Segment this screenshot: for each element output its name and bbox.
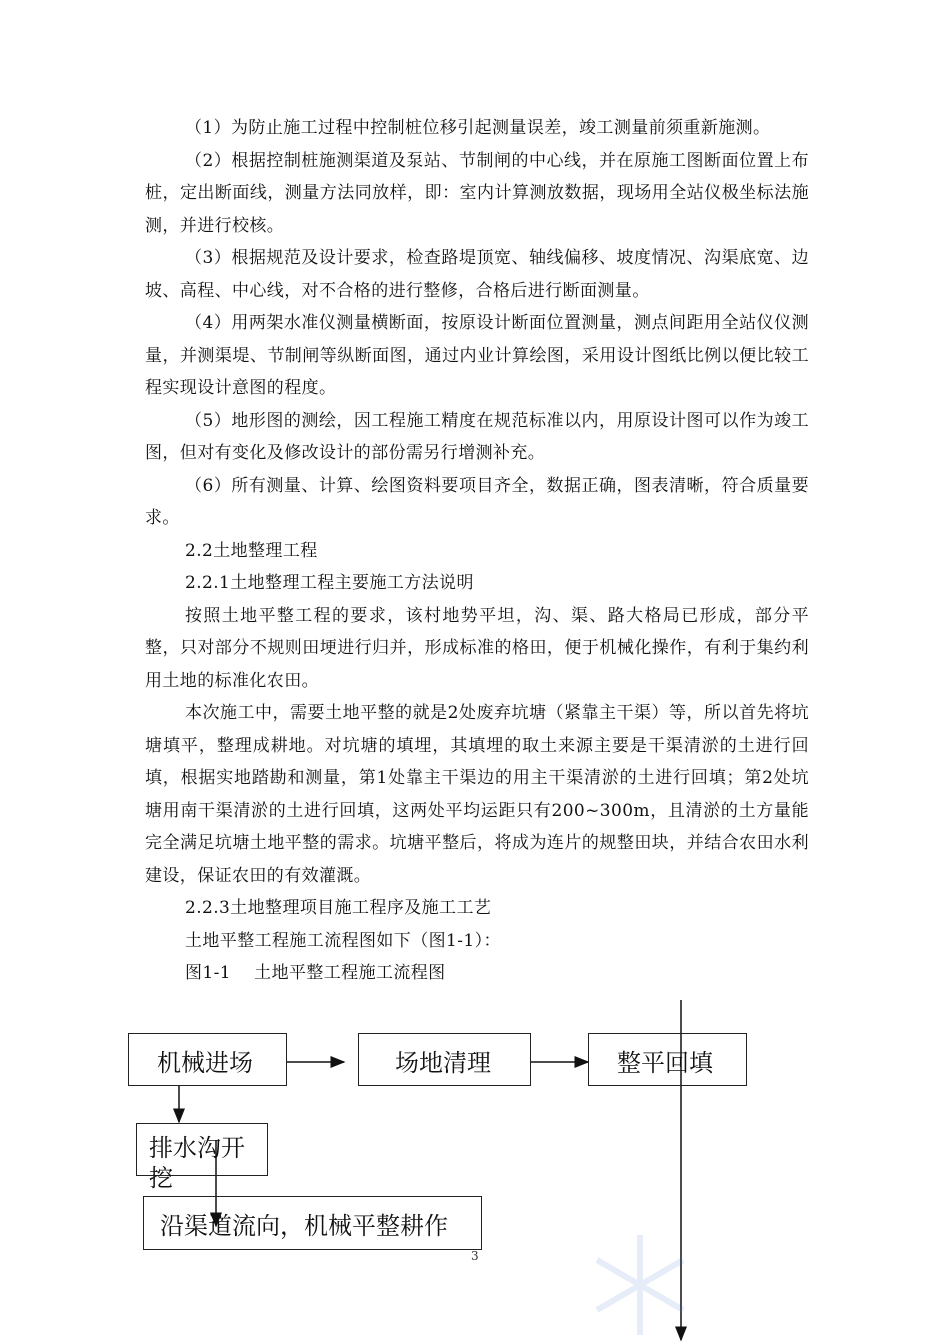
- snowflake-watermark: [585, 1230, 695, 1340]
- section-heading-2-2-1: 2.2.1土地整理工程主要施工方法说明: [185, 573, 474, 593]
- paragraph-6: （6）所有测量、计算、绘图资料要项目齐全，数据正确，图表清晰，符合质量要求。: [145, 475, 809, 528]
- paragraph-3: （3）根据规范及设计要求，检查路堤顶宽、轴线偏移、坡度情况、沟渠底宽、边坡、高程、中心线，对不合格的进行整修，合格后进行断面测量。: [145, 248, 809, 301]
- flow-box-drainage-ditch: 排水沟开挖: [136, 1123, 268, 1176]
- flow-box-machinery-entry: 机械进场: [128, 1033, 287, 1086]
- paragraph-7: 按照土地平整工程的要求，该村地势平坦，沟、渠、路大格局已形成，部分平整，只对部分不规则田埂进行归并，形成标准的格田，便于机械化操作，有利于集约利用土地的标准化农田。: [145, 605, 809, 691]
- paragraph-1: （1）为防止施工过程中控制桩位移引起测量误差，竣工测量前须重新施测。: [185, 118, 771, 138]
- flow-box-mechanical-leveling: 沿渠道流向，机械平整耕作: [143, 1196, 482, 1250]
- paragraph-4: （4）用两架水准仪测量横断面，按原设计断面位置测量，测点间距用全站仪仪测量，并测渠堤、节制闸等纵断面图，通过内业计算绘图，采用设计图纸比例以便比较工程实现设计意图的程度。: [145, 313, 809, 398]
- paragraph-8: 本次施工中，需要土地平整的就是2处废弃坑塘（紧靠主干渠）等，所以首先将坑塘填平，整理成耕地。对坑塘的填埋，其填埋的取土来源主要是干渠清淤的土进行回填，根据实地踏勘和测量，第1处靠主干渠边的用主干渠清淤的土进行回填；第2处坑塘用南干渠清淤的土进行回填，这两处平均运距只有200~300m，且清淤的土方量能完全满足坑塘土地平整的需求。坑塘平整后，将成为连片的规整田块，并结合农田水利建设，保证农田的有效灌溉。: [145, 703, 809, 886]
- flow-box-leveling-backfill: 整平回填: [588, 1033, 747, 1086]
- flow-box-site-clearing: 场地清理: [358, 1033, 531, 1086]
- paragraph-5: （5）地形图的测绘，因工程施工精度在规范标准以内，用原设计图可以作为竣工图，但对有变化及修改设计的部份需另行增测补充。: [145, 410, 809, 463]
- paragraph-2: （2）根据控制桩施测渠道及泵站、节制闸的中心线，并在原施工图断面位置上布桩，定出断面线，测量方法同放样，即：室内计算测放数据，现场用全站仪极坐标法施测，并进行校核。: [145, 150, 809, 236]
- section-heading-2-2: 2.2土地整理工程: [185, 540, 318, 561]
- section-heading-2-2-3: 2.2.3土地整理项目施工程序及施工工艺: [185, 898, 492, 918]
- figure-caption: 图1-1 土地平整工程施工流程图: [185, 963, 446, 983]
- page-number: 3: [471, 1249, 479, 1263]
- flowchart-intro: 土地平整工程施工流程图如下（图1-1）：: [185, 930, 501, 951]
